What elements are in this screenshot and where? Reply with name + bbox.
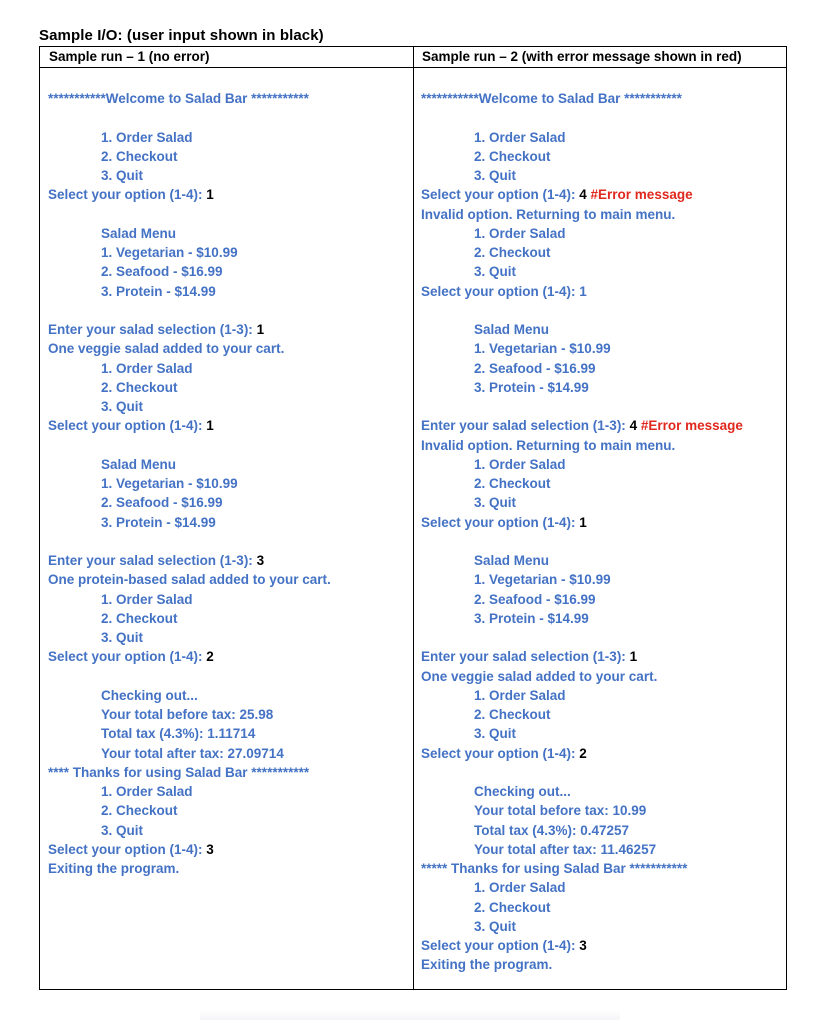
blank-line bbox=[48, 667, 331, 686]
console-line bbox=[421, 724, 743, 743]
blank-line bbox=[421, 108, 743, 127]
console-line bbox=[48, 378, 331, 397]
console-line bbox=[421, 705, 743, 724]
console-text: Enter your salad selection (1-3): bbox=[421, 649, 630, 665]
console-line bbox=[421, 224, 743, 243]
console-line bbox=[48, 570, 331, 589]
console-text: 2. Checkout bbox=[474, 899, 551, 915]
console-line bbox=[421, 147, 743, 166]
console-text: 2. Checkout bbox=[474, 476, 551, 491]
console-text: 3. Quit bbox=[474, 168, 517, 183]
console-text: Select your option (1-4): bbox=[48, 418, 207, 434]
console-line bbox=[421, 840, 743, 859]
console-line bbox=[421, 282, 743, 301]
blank-line bbox=[48, 108, 331, 127]
console-text: Select your option (1-4): 1 bbox=[421, 283, 587, 299]
console-text bbox=[48, 534, 52, 549]
console-line bbox=[48, 647, 331, 666]
console-line bbox=[421, 898, 743, 917]
console-line bbox=[48, 474, 331, 493]
console-text bbox=[48, 303, 52, 318]
console-text: Your total before tax: 25.98 bbox=[101, 707, 274, 722]
console-text: 2. Checkout bbox=[474, 707, 551, 722]
blank-line bbox=[421, 397, 743, 416]
console-line bbox=[421, 955, 743, 974]
console-line bbox=[421, 436, 743, 455]
console-text: 2. Checkout bbox=[101, 803, 178, 819]
user-input: 1 bbox=[629, 649, 638, 665]
console-line bbox=[48, 224, 331, 243]
console-line bbox=[421, 128, 743, 147]
console-text: **** Thanks for using Salad Bar *********** bbox=[48, 764, 310, 780]
console-line bbox=[421, 590, 743, 609]
user-input: 4 bbox=[579, 187, 587, 203]
console-line bbox=[421, 205, 743, 224]
console-line bbox=[421, 878, 743, 897]
console-text: Exiting the program. bbox=[48, 861, 180, 876]
console-text: ***** Thanks for using Salad Bar *********** bbox=[421, 861, 688, 876]
console-line bbox=[421, 89, 743, 108]
console-text: Enter your salad selection (1-3): bbox=[48, 553, 257, 568]
console-line bbox=[48, 801, 331, 820]
console-line bbox=[48, 513, 331, 532]
blank-line bbox=[48, 301, 331, 320]
console-text: 1. Order Salad bbox=[474, 880, 566, 896]
console-text: 2. Seafood - $16.99 bbox=[101, 495, 223, 511]
error-message: #Error message bbox=[586, 187, 693, 203]
blank-line bbox=[48, 436, 331, 455]
console-text: 1. Order Salad bbox=[474, 129, 566, 145]
console-line bbox=[421, 667, 743, 686]
blank-line bbox=[48, 205, 331, 224]
console-text: Salad Menu bbox=[474, 553, 550, 568]
console-text: 3. Quit bbox=[474, 726, 517, 742]
console-line bbox=[421, 416, 743, 435]
console-text: 3. Quit bbox=[101, 168, 144, 183]
console-line bbox=[48, 724, 331, 743]
console-text: Invalid option. Returning to main menu. bbox=[421, 206, 676, 222]
page-title: Sample I/O: (user input shown in black) bbox=[39, 27, 324, 44]
user-input: 2 bbox=[206, 649, 214, 665]
console-line bbox=[48, 282, 331, 301]
console-text bbox=[421, 534, 425, 549]
console-text: Salad Menu bbox=[474, 322, 550, 337]
user-input: 2 bbox=[579, 745, 587, 761]
console-text: Enter your salad selection (1-3): bbox=[48, 322, 257, 337]
console-text: Total tax (4.3%): 1.11714 bbox=[101, 726, 256, 742]
column-divider bbox=[413, 47, 414, 989]
console-line bbox=[421, 513, 743, 532]
console-text bbox=[48, 438, 52, 453]
user-input: 1 bbox=[206, 187, 214, 203]
console-line bbox=[48, 262, 331, 281]
console-line bbox=[48, 821, 331, 840]
console-line bbox=[421, 686, 743, 705]
console-text: 1. Order Salad bbox=[474, 225, 566, 241]
blank-line bbox=[421, 763, 743, 782]
console-text: 2. Checkout bbox=[474, 245, 551, 260]
console-line bbox=[48, 763, 331, 782]
console-text: 3. Protein - $14.99 bbox=[474, 610, 589, 626]
console-line bbox=[48, 590, 331, 609]
console-line bbox=[421, 647, 743, 666]
console-line bbox=[48, 320, 331, 339]
console-line bbox=[48, 89, 331, 108]
console-line bbox=[421, 243, 743, 262]
console-text: Select your option (1-4): bbox=[421, 187, 580, 203]
console-text: Select your option (1-4): bbox=[48, 187, 207, 203]
console-text: 3. Protein - $14.99 bbox=[101, 514, 216, 530]
console-text: 2. Checkout bbox=[101, 610, 178, 626]
user-input: 1 bbox=[256, 322, 265, 337]
console-text: 3. Quit bbox=[474, 264, 517, 280]
console-line bbox=[421, 166, 743, 185]
console-line bbox=[48, 609, 331, 628]
console-text: 1. Order Salad bbox=[474, 687, 566, 703]
run1-output bbox=[48, 89, 331, 878]
console-text: Invalid option. Returning to main menu. bbox=[421, 437, 676, 453]
page-bottom-shadow bbox=[200, 1010, 620, 1020]
console-text: 3. Quit bbox=[474, 495, 517, 511]
console-line bbox=[421, 474, 743, 493]
user-input: 3 bbox=[206, 841, 214, 857]
console-line bbox=[421, 551, 743, 570]
user-input: 3 bbox=[256, 553, 265, 568]
console-text: ***********Welcome to Salad Bar *********** bbox=[48, 91, 309, 106]
console-line bbox=[421, 493, 743, 512]
console-text: 1. Order Salad bbox=[101, 360, 193, 376]
console-text: 1. Vegetarian - $10.99 bbox=[474, 341, 611, 357]
console-line bbox=[48, 705, 331, 724]
console-text: 2. Checkout bbox=[101, 148, 178, 164]
console-text bbox=[48, 669, 52, 684]
console-line bbox=[48, 416, 331, 435]
console-line bbox=[421, 262, 743, 281]
console-text bbox=[421, 630, 425, 645]
console-line bbox=[48, 744, 331, 763]
console-line bbox=[48, 166, 331, 185]
console-text: Your total before tax: 10.99 bbox=[474, 803, 647, 819]
user-input: 1 bbox=[206, 418, 214, 434]
console-line bbox=[48, 840, 331, 859]
console-text bbox=[421, 303, 425, 318]
console-text: 3. Protein - $14.99 bbox=[101, 283, 216, 299]
console-line bbox=[48, 128, 331, 147]
console-line bbox=[48, 859, 331, 878]
console-text: One veggie salad added to your cart. bbox=[48, 341, 285, 357]
console-line bbox=[48, 493, 331, 512]
user-input: 3 bbox=[579, 938, 587, 953]
console-text bbox=[48, 207, 52, 222]
console-line bbox=[48, 455, 331, 474]
console-text: 1. Order Salad bbox=[101, 784, 193, 799]
console-text: 3. Quit bbox=[101, 822, 144, 838]
console-text: Select your option (1-4): bbox=[421, 938, 580, 953]
console-text: 3. Quit bbox=[474, 918, 517, 934]
console-line bbox=[48, 551, 331, 570]
console-line bbox=[421, 378, 743, 397]
console-text: 1. Vegetarian - $10.99 bbox=[101, 245, 238, 260]
console-line bbox=[421, 185, 743, 204]
console-line bbox=[48, 243, 331, 262]
console-text: Salad Menu bbox=[101, 456, 177, 472]
console-text: Your total after tax: 11.46257 bbox=[474, 841, 657, 857]
console-line bbox=[421, 455, 743, 474]
console-text: Your total after tax: 27.09714 bbox=[101, 745, 284, 761]
run2-header: Sample run – 2 (with error message shown in red) bbox=[422, 49, 742, 64]
blank-line bbox=[421, 301, 743, 320]
console-text: Enter your salad selection (1-3): bbox=[421, 418, 630, 434]
console-line bbox=[48, 359, 331, 378]
console-line bbox=[421, 320, 743, 339]
console-text: One veggie salad added to your cart. bbox=[421, 668, 658, 684]
console-text: Exiting the program. bbox=[421, 957, 553, 973]
sample-io-table bbox=[39, 46, 787, 990]
console-line bbox=[421, 782, 743, 801]
console-text: 2. Seafood - $16.99 bbox=[474, 591, 596, 607]
console-line bbox=[421, 570, 743, 589]
console-text: 2. Seafood - $16.99 bbox=[474, 360, 596, 376]
console-line bbox=[421, 801, 743, 820]
console-text: 2. Seafood - $16.99 bbox=[101, 264, 223, 280]
console-line bbox=[421, 744, 743, 763]
blank-line bbox=[421, 628, 743, 647]
console-text: Select your option (1-4): bbox=[48, 841, 207, 857]
console-text: 1. Vegetarian - $10.99 bbox=[474, 572, 611, 588]
run1-header: Sample run – 1 (no error) bbox=[49, 49, 210, 64]
console-text: Select your option (1-4): bbox=[421, 745, 580, 761]
user-input: 4 bbox=[629, 418, 638, 434]
console-line bbox=[421, 339, 743, 358]
console-line bbox=[48, 628, 331, 647]
console-text: One protein-based salad added to your cart. bbox=[48, 572, 331, 588]
console-text: Select your option (1-4): bbox=[421, 514, 580, 530]
console-line bbox=[421, 936, 743, 955]
console-text: Total tax (4.3%): 0.47257 bbox=[474, 822, 630, 838]
console-line bbox=[421, 917, 743, 936]
console-line bbox=[48, 185, 331, 204]
console-text: 2. Checkout bbox=[101, 379, 178, 395]
console-line bbox=[421, 859, 743, 878]
console-text: ***********Welcome to Salad Bar *********** bbox=[421, 91, 682, 106]
console-text bbox=[421, 110, 425, 125]
blank-line bbox=[48, 532, 331, 551]
console-line bbox=[421, 609, 743, 628]
console-line bbox=[421, 359, 743, 378]
console-line bbox=[48, 147, 331, 166]
blank-line bbox=[421, 532, 743, 551]
console-text: Select your option (1-4): bbox=[48, 649, 207, 665]
console-text: 3. Protein - $14.99 bbox=[474, 379, 589, 395]
console-text bbox=[421, 765, 425, 780]
error-message: #Error message bbox=[637, 418, 743, 434]
console-text: Checking out... bbox=[101, 687, 198, 703]
console-line bbox=[48, 339, 331, 358]
console-text: 3. Quit bbox=[101, 630, 144, 645]
console-text: 2. Checkout bbox=[474, 148, 551, 164]
console-text: Salad Menu bbox=[101, 225, 177, 241]
console-text: 1. Order Salad bbox=[101, 129, 193, 145]
run2-output bbox=[421, 89, 743, 975]
console-line bbox=[48, 686, 331, 705]
console-line bbox=[421, 821, 743, 840]
console-text bbox=[48, 110, 52, 125]
user-input: 1 bbox=[579, 514, 587, 530]
console-text: Checking out... bbox=[474, 784, 571, 799]
console-text: 3. Quit bbox=[101, 399, 144, 414]
console-line bbox=[48, 782, 331, 801]
console-text: 1. Vegetarian - $10.99 bbox=[101, 476, 238, 491]
console-text: 1. Order Salad bbox=[101, 591, 193, 607]
console-text bbox=[421, 399, 425, 414]
console-line bbox=[48, 397, 331, 416]
console-text: 1. Order Salad bbox=[474, 456, 566, 472]
